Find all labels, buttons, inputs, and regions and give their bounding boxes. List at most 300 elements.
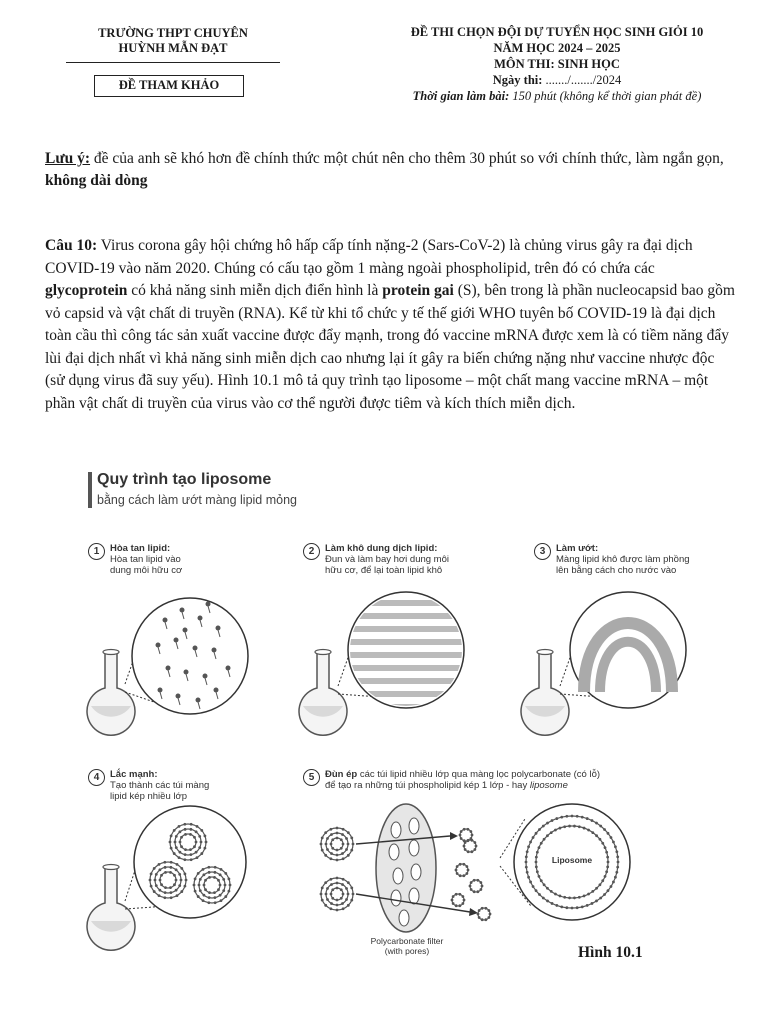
lipid-head [220,899,223,902]
lipid-head [169,866,172,869]
lipid-head [576,906,579,909]
lipid-head [478,916,481,919]
lipid-head [213,871,216,874]
question-text-1: Virus corona gây hội chứng hô hấp cấp tính nặng-2 (Sars-CoV-2) là chủng virus gây ra đại dịch COVID-19 vào năm 2020. Chúng có cấu tạo gồm 1 màng ngoài phospholipid, trên đó có chứa các [45,237,693,277]
lipid-head [189,833,192,836]
lipid-molecule [183,628,188,633]
lipid-head [185,879,188,882]
lipid-head [481,885,484,888]
lipid-head [554,829,557,832]
zoom-line [560,694,593,696]
lipid-head [326,837,329,840]
lipid-head [193,884,196,887]
lipid-head [336,859,339,862]
lipid-head [546,900,549,903]
lipid-head [470,888,473,891]
lipid-head [219,894,222,897]
question-bold-spike: protein gai [382,282,454,299]
lipid-head [326,887,329,890]
lipid-head [540,879,543,882]
lipid-head [324,854,327,857]
question-label: Câu 10: [45,237,98,254]
lipid-head [604,846,607,849]
lipid-head [198,884,201,887]
lipid-layer [348,613,464,619]
lipid-head [484,907,487,910]
lipid-head [213,891,216,894]
lipid-head [208,891,211,894]
zoom-line [338,694,371,696]
lipid-head [320,843,323,846]
lipid-head [207,866,210,869]
lipid-head [193,845,196,848]
lipid-head [559,895,562,898]
lipid-head [329,857,332,860]
exam-duration-value: 150 phút (không kể thời gian phát đề) [509,89,702,103]
lipid-head [180,845,183,848]
lipid-head [568,825,571,828]
lipid-head [347,904,350,907]
lipid-head [614,845,617,848]
lipid-head [601,879,604,882]
lipid-head [352,893,355,896]
lipid-head [217,879,220,882]
small-liposome [455,863,470,877]
lipid-head [193,836,196,839]
lipid-head [190,823,193,826]
flask-body [299,652,347,735]
multilamellar-vesicle [325,882,350,907]
lipid-head [325,843,328,846]
lipid-head [173,829,176,832]
lipid-head [183,858,186,861]
lipid-head [560,816,563,819]
lipid-head [224,872,227,875]
lipid-head [535,889,538,892]
lipid-head [470,850,473,853]
lipid-head [571,907,574,910]
lipid-head [173,852,176,855]
liposome-label: Liposome [551,855,593,865]
filter-pore [399,910,409,926]
school-year: NĂM HỌC 2024 – 2025 [493,41,621,55]
lipid-head [170,847,173,850]
lipid-head [202,899,205,902]
flask-icon [87,650,135,736]
lipid-head [340,847,343,850]
lipid-head [169,891,172,894]
lipid-head [158,894,161,897]
lipid-head [487,909,490,912]
lipid-head [202,873,205,876]
lipid-head [462,863,465,866]
lipid-head [329,907,332,910]
lipid-head [452,902,455,905]
lipid-head [587,893,590,896]
magnifier-circle [134,806,246,918]
note-label: Lưu ý: [45,150,91,167]
lipid-head [324,881,327,884]
lipid-head [475,845,478,848]
small-liposome [469,879,484,893]
lipid-head [219,884,222,887]
lipid-head [336,909,339,912]
lipid-head [326,898,329,901]
lipid-head [213,896,216,899]
small-liposome [451,893,466,907]
lipid-head [160,883,163,886]
lipid-molecule [203,674,208,679]
lipid-head [345,887,348,890]
exam-title: ĐỀ THI CHỌN ĐỘI DỰ TUYỂN HỌC SINH GIỎI 10 [410,25,704,39]
zoom-line [125,907,156,909]
lipid-layer [348,626,464,632]
lipid-head [550,831,553,834]
lipid-head [198,835,201,838]
figure-title: Quy trình tạo liposome [97,471,272,488]
lipid-head [176,894,179,897]
lipid-head [459,863,462,866]
lipid-head [342,893,345,896]
lipid-head [526,850,529,853]
lipid-head [542,897,545,900]
lipid-head [159,879,162,882]
lipid-molecule [216,626,221,631]
lipid-head [321,886,324,889]
lipid-head [224,884,227,887]
lipid-head [538,875,541,878]
step-desc: các túi lipid nhiều lớp qua màng lọc polycarbonate (có lỗ) [357,769,601,780]
lipid-head [345,848,348,851]
lipid-head [329,828,332,831]
lipid-head [599,883,602,886]
lipid-head [591,831,594,834]
lipid-molecule [180,608,185,613]
lipid-head [341,902,344,905]
lipid-head [154,879,157,882]
lipid-head [220,868,223,871]
lipid-head [455,904,458,907]
lipid-head [325,893,328,896]
lipid-head [194,877,197,880]
lipid-head [463,845,466,848]
lipid-head [195,851,198,854]
lipid-head [175,889,178,892]
lipid-head [526,871,529,874]
note-emphasis: không dài dòng [45,172,148,189]
lipid-head [202,894,205,897]
lipid-head [336,827,339,830]
lipid-head [456,872,459,875]
lipid-head [204,888,207,891]
lipid-head [331,838,334,841]
lipid-head [614,876,617,879]
step-title: Làm khô dung dịch lipid: [325,543,438,554]
lipid-head [469,830,472,833]
lipid-head [532,836,535,839]
lipid-head [179,841,182,844]
step-desc: dung môi hữu cơ [110,565,183,576]
lipid-head [455,869,458,872]
lipid-head [184,885,187,888]
lipid-head [529,841,532,844]
exam-date-label: Ngày thi: [492,73,543,87]
lipid-head [603,828,606,831]
lipid-head [184,848,187,851]
lipid-head [149,879,152,882]
step-number: 1 [88,543,105,560]
lipid-molecule [166,666,171,671]
lipid-head [452,895,455,898]
lipid-head [605,851,608,854]
lipid-head [173,883,176,886]
lipid-head [347,881,350,884]
flask-rim [103,865,119,870]
step-desc-italic: liposome [529,780,568,791]
lipid-head [336,877,339,880]
lipid-head [169,871,172,874]
multilamellar-vesicle [330,887,345,902]
lipid-head [199,878,202,881]
lipid-head [535,866,538,869]
lipid-head [184,853,187,856]
lipid-head [458,904,461,907]
lipid-head [610,885,613,888]
lipid-head [175,846,178,849]
lipid-head [586,904,589,907]
magnifier-circle [132,598,248,714]
lipid-head [160,874,163,877]
lipid-head [178,830,181,833]
lipid-molecule [226,666,231,671]
lipid-head [321,849,324,852]
lipid-head [595,822,598,825]
lipid-head [326,848,329,851]
lipid-head [198,846,201,849]
figure-subtitle: bằng cách làm ướt màng lipid mỏng [97,493,297,507]
lipid-head [229,884,232,887]
lipid-head [467,850,470,853]
lipid-head [342,907,345,910]
multilamellar-vesicle [325,832,350,857]
lipid-head [200,829,203,832]
lipid-head [612,881,615,884]
lipid-head [330,852,333,855]
step-desc: Đun và làm bay hơi dung môi [325,554,449,565]
lipid-head [595,900,598,903]
lipid-molecule [193,646,198,651]
lipid-head [554,893,557,896]
lipid-head [214,866,217,869]
lipid-head [352,843,355,846]
lipid-head [204,879,207,882]
filter-label-line1: Polycarbonate filter [370,936,444,946]
lipid-head [336,904,339,907]
lipid-head [336,899,339,902]
lipid-head [170,861,173,864]
lipid-head [228,890,231,893]
lipid-head [465,865,468,868]
flask-icon [299,650,347,736]
lipid-molecule [206,602,211,607]
lipid-head [581,905,584,908]
lipid-head [197,895,200,898]
lipid-head [466,828,469,831]
lipid-head [340,838,343,841]
lipid-head [203,884,206,887]
lipid-head [461,902,464,905]
lipid-head [459,874,462,877]
lipid-head [489,913,492,916]
flask-rim [315,650,331,655]
lipid-head [525,866,528,869]
lipid-head [150,872,153,875]
lipid-head [341,883,344,886]
lipid-head [184,872,187,875]
lipid-head [205,841,208,844]
lipid-head [324,831,327,834]
lipid-head [462,874,465,877]
lipid-head [605,870,608,873]
lipid-head [350,849,353,852]
flask-rim [103,650,119,655]
lipid-head [178,856,181,859]
filter-label [357,936,457,956]
lipid-head [470,839,473,842]
lipid-head [345,837,348,840]
lipid-head [329,878,332,881]
lipid-head [456,865,459,868]
lipid-head [604,875,607,878]
lipid-head [336,832,339,835]
lipid-head [559,827,562,830]
filter-pore [409,818,419,834]
flask-body [87,652,135,735]
lipid-head [473,848,476,851]
lipid-head [350,886,353,889]
lipid-head [200,841,203,844]
lipid-head [617,861,620,864]
lipid-head [563,825,566,828]
lipid-head [615,871,618,874]
lipid-head [189,848,192,851]
lipid-head [565,815,568,818]
lipid-head [587,829,590,832]
lipid-head [180,890,183,893]
lipid-head [169,886,172,889]
lipid-head [196,825,199,828]
lipid-head [178,873,181,876]
lipid-head [532,885,535,888]
lipid-head [529,881,532,884]
lipid-head [178,851,181,854]
ring-outline [326,833,348,855]
lipid-head [560,905,563,908]
lipid-head [347,893,350,896]
lipid-head [573,825,576,828]
filter-pore [409,840,419,856]
lipid-head [178,825,181,828]
lipid-head [336,849,339,852]
lipid-head [219,873,222,876]
lipid-molecule [163,618,168,623]
lipid-head [615,850,618,853]
lipid-head [551,819,554,822]
step-number: 4 [88,769,105,786]
lipid-layer [348,600,464,606]
lipid-head [481,907,484,910]
step-title: Đùn ép [325,769,358,780]
step-title: Lắc mạnh: [110,769,158,780]
lipid-head [213,876,216,879]
lipid-head [565,906,568,909]
lipid-head [174,841,177,844]
lipid-head [571,815,574,818]
lipid-head [175,835,178,838]
lipid-head [473,879,476,882]
lipid-head [331,847,334,850]
flask-icon [521,650,569,736]
lipid-head [155,873,158,876]
step-number: 5 [303,769,320,786]
lipid-head [484,918,487,921]
lipid-head [451,899,454,902]
lipid-head [158,868,161,871]
lipid-head [576,815,579,818]
lipid-head [195,830,198,833]
step-desc: Hòa tan lipid vào [110,554,181,565]
filter-pore [391,822,401,838]
lipid-head [199,889,202,892]
question-text-3: (S), bên trong là phần nucleocapsid bao gồm vỏ capsid và vật chất di truyền (RNA). Kể từ khi tổ chức y tế thế giới WHO tuyên bố COVID-19 là đại dịch toàn cầu thì công tác sản xuất vaccine được đẩy mạnh, trong đó vaccine mRNA được xem là có tiềm năng đẩy lùi đại dịch nhất vì khả năng sinh miễn dịch cao nhưng lại ít gây ra biến chứng nặng như vaccine nhược độc (sử dụng virus đã suy yếu). Hình 10.1 mô tả quy trình tạo liposome – một chất mang vaccine mRNA – một phần vật chất di truyền của virus vào cơ thể người được tiêm và kích thích miễn dịch. [45,282,735,412]
filter-pore [409,888,419,904]
lipid-head [150,885,153,888]
lipid-head [536,870,539,873]
lipid-head [460,830,463,833]
lipid-head [197,872,200,875]
lipid-head [476,879,479,882]
lipid-head [616,855,619,858]
lipid-head [476,890,479,893]
lipid-head [479,888,482,891]
lipid-head [207,901,210,904]
lipid-head [345,898,348,901]
lipid-head [573,897,576,900]
lipid-head [535,832,538,835]
lipid-head [340,897,343,900]
lipid-head [467,869,470,872]
lipid-head [224,895,227,898]
lipid-head [158,863,161,866]
lipid-head [330,883,333,886]
lipid-head [581,816,584,819]
lipid-head [459,834,462,837]
lipid-head [336,837,339,840]
lipid-head [583,827,586,830]
lipid-head [546,822,549,825]
lipid-head [178,884,181,887]
lipid-head [183,823,186,826]
lipid-head [163,861,166,864]
lipid-layer [348,639,464,645]
lipid-head [217,888,220,891]
lipid-head [527,845,530,848]
step-desc: Tạo thành các túi màng [110,780,210,791]
question-text-2: có khả năng sinh miễn dịch điển hình là [127,282,383,299]
step-number: 2 [303,543,320,560]
lipid-head [595,887,598,890]
step-desc: để tạo ra những túi phospholipid kép 1 lớp - hay [325,780,530,791]
